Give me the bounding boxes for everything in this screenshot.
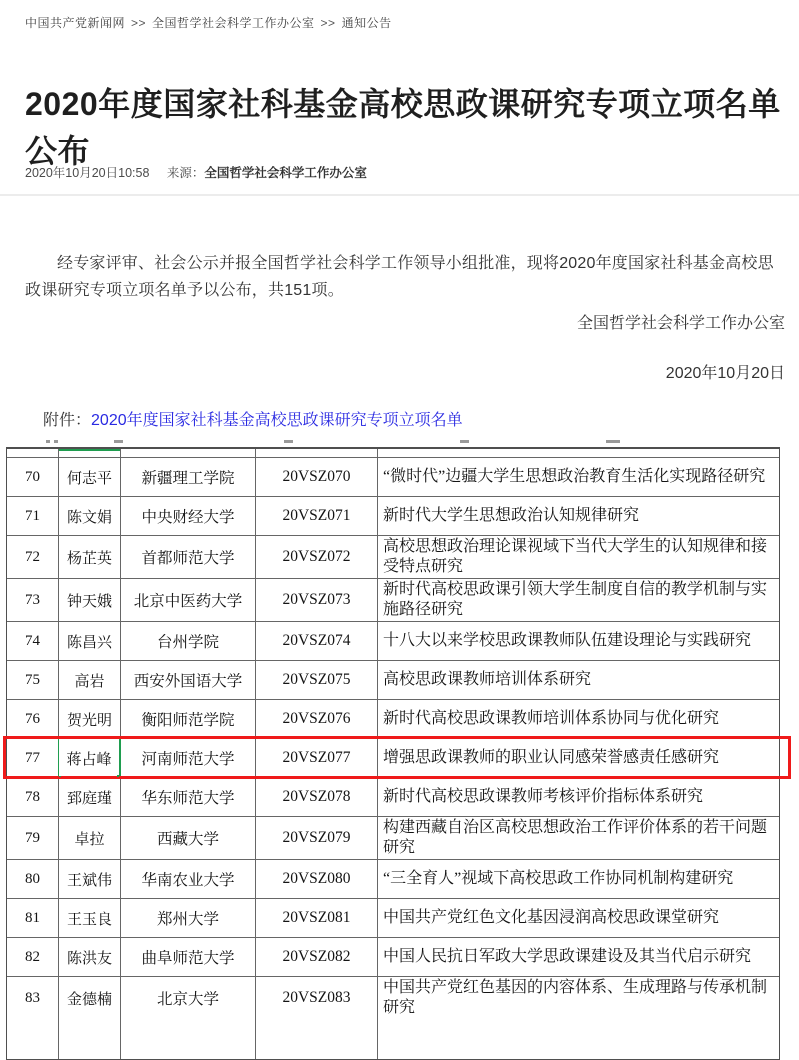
breadcrumb-link-home[interactable]: 中国共产党新闻网: [25, 16, 126, 30]
row-person-name: 蒋占峰: [58, 739, 121, 777]
table-row: [7, 938, 779, 977]
project-table: [6, 447, 780, 1060]
table-row: [7, 497, 779, 536]
row-project-title: 构建西藏自治区高校思想政治工作评价体系的若干问题研究: [383, 819, 768, 856]
row-number: 74: [7, 622, 59, 660]
row-university: 西藏大学: [121, 817, 256, 859]
row-university: 华南农业大学: [121, 860, 256, 898]
row-number: 83: [7, 977, 59, 1019]
cropped-text-remnant: [46, 440, 50, 443]
row-project-code: 20VSZ071: [256, 497, 378, 535]
table-row: [7, 860, 779, 899]
cropped-cell: [121, 1019, 256, 1059]
breadcrumb-separator: >>: [320, 16, 336, 30]
row-number: 82: [7, 938, 59, 976]
row-person-name: 陈文娟: [59, 497, 121, 535]
article-paragraph: 经专家评审、社会公示并报全国哲学社会科学工作领导小组批准，现将2020年度国家社科基金高校思政课研究专项立项名单予以公布，共151项。: [25, 255, 774, 299]
row-project-title: “三全育人”视域下高校思政工作协同机制构建研究: [383, 870, 734, 887]
table-row: [7, 817, 779, 860]
page-title: 2020年度国家社科基金高校思政课研究专项立项名单公布: [25, 86, 781, 170]
row-project-title: 新时代高校思政课教师考核评价指标体系研究: [383, 788, 704, 805]
cropped-text-remnant: [460, 440, 469, 443]
row-number: 81: [7, 899, 59, 937]
cropped-cell: [7, 449, 59, 457]
row-number: 70: [7, 458, 59, 496]
row-number: 73: [7, 579, 59, 621]
breadcrumb-link-office[interactable]: 全国哲学社会科学工作办公室: [152, 16, 315, 30]
row-university: 西安外国语大学: [121, 661, 256, 699]
row-university: 曲阜师范大学: [121, 938, 256, 976]
row-number: 76: [7, 700, 59, 738]
row-person-name: 何志平: [59, 458, 121, 496]
breadcrumb-link-notices[interactable]: 通知公告: [341, 16, 392, 30]
row-project-code: 20VSZ074: [256, 622, 378, 660]
cropped-text-remnant: [284, 440, 293, 443]
cropped-cell: [256, 1019, 378, 1059]
table-row: [7, 458, 779, 497]
row-project-title: 十八大以来学校思政课教师队伍建设理论与实践研究: [383, 632, 752, 649]
row-number: 80: [7, 860, 59, 898]
cropped-text-remnant: [54, 440, 58, 443]
breadcrumb: [25, 14, 392, 31]
row-project-title: 新时代高校思政课教师培训体系协同与优化研究: [383, 710, 720, 727]
row-person-name: 贺光明: [59, 700, 121, 738]
attachment-link[interactable]: 2020年度国家社科基金高校思政课研究专项立项名单: [91, 412, 463, 429]
row-number: 79: [7, 817, 59, 859]
cropped-cell: [378, 449, 779, 457]
cropped-cell: [378, 1019, 779, 1059]
header-divider: [0, 194, 799, 196]
row-person-name: 陈昌兴: [59, 622, 121, 660]
row-project-title: 中国人民抗日军政大学思政课建设及其当代启示研究: [383, 948, 752, 965]
attachment-line: [43, 407, 463, 430]
row-project-code: 20VSZ080: [256, 860, 378, 898]
row-project-code: 20VSZ081: [256, 899, 378, 937]
article-meta: [25, 163, 367, 181]
row-person-name: 杨芷英: [59, 536, 121, 578]
row-person-name: 郅庭瑾: [59, 778, 121, 816]
row-project-title: 中国共产党红色基因的内容体系、生成理路与传承机制研究: [383, 979, 768, 1016]
row-university: 郑州大学: [121, 899, 256, 937]
row-number: 71: [7, 497, 59, 535]
table-cropped-bottom-row: [7, 1019, 779, 1059]
row-number: 78: [7, 778, 59, 816]
signature-date: 2020年10月20日: [665, 365, 785, 382]
row-university: 华东师范大学: [121, 778, 256, 816]
row-person-name: 王斌伟: [59, 860, 121, 898]
row-project-code: 20VSZ078: [256, 778, 378, 816]
cropped-cell: [59, 1019, 121, 1059]
cropped-cell-selection-top: [59, 449, 121, 457]
row-university: 中央财经大学: [121, 497, 256, 535]
row-number: 75: [7, 661, 59, 699]
row-person-name: 王玉良: [59, 899, 121, 937]
row-university: 台州学院: [121, 622, 256, 660]
row-project-title: 中国共产党红色文化基因浸润高校思政课堂研究: [383, 909, 720, 926]
row-project-title: 高校思政课教师培训体系研究: [383, 671, 592, 688]
table-row: [7, 977, 779, 1019]
cropped-text-remnant: [606, 440, 620, 443]
row-project-title: 高校思想政治理论课视域下当代大学生的认知规律和接受特点研究: [383, 538, 768, 575]
row-project-code: 20VSZ070: [256, 458, 378, 496]
row-university: 北京大学: [121, 977, 256, 1019]
table-row: [7, 622, 779, 661]
row-person-name: 卓拉: [59, 817, 121, 859]
source-name: 全国哲学社会科学工作办公室: [204, 166, 367, 180]
table-cropped-top-row: [7, 449, 779, 458]
row-project-code: 20VSZ079: [256, 817, 378, 859]
row-project-title: 新时代高校思政课引领大学生制度自信的教学机制与实施路径研究: [383, 581, 768, 618]
table-row: [7, 536, 779, 579]
row-university: 首都师范大学: [121, 536, 256, 578]
row-project-title: “微时代”边疆大学生思想政治教育生活化实现路径研究: [383, 468, 766, 485]
row-project-code: 20VSZ075: [256, 661, 378, 699]
row-university: 衡阳师范学院: [121, 700, 256, 738]
row-person-name: 高岩: [59, 661, 121, 699]
row-number: 72: [7, 536, 59, 578]
row-project-code: 20VSZ077: [256, 739, 378, 777]
attachment-label: 附件：: [43, 412, 92, 429]
row-person-name: 钟天娥: [59, 579, 121, 621]
table-row: [7, 579, 779, 622]
row-project-code: 20VSZ076: [256, 700, 378, 738]
cropped-text-remnant: [114, 440, 123, 443]
row-project-title: 增强思政课教师的职业认同感荣誉感责任感研究: [383, 749, 720, 766]
cropped-cell: [256, 449, 378, 457]
row-project-code: 20VSZ082: [256, 938, 378, 976]
table-row: [7, 661, 779, 700]
cropped-cell: [7, 1019, 59, 1059]
source-label: 来源：: [166, 166, 205, 180]
row-project-code: 20VSZ073: [256, 579, 378, 621]
signature-office: 全国哲学社会科学工作办公室: [576, 315, 785, 332]
publish-datetime: 2020年10月20日10:58: [25, 166, 150, 180]
row-university: 河南师范大学: [121, 739, 256, 777]
table-row: [7, 739, 779, 778]
table-row: [7, 899, 779, 938]
breadcrumb-separator: >>: [131, 16, 147, 30]
row-university: 北京中医药大学: [121, 579, 256, 621]
row-person-name: 金德楠: [59, 977, 121, 1019]
table-row: [7, 778, 779, 817]
row-university: 新疆理工学院: [121, 458, 256, 496]
table-row: [7, 700, 779, 739]
row-project-title: 新时代大学生思想政治认知规律研究: [383, 507, 640, 524]
row-project-code: 20VSZ072: [256, 536, 378, 578]
cropped-cell: [121, 449, 256, 457]
row-project-code: 20VSZ083: [256, 977, 378, 1019]
row-number: 77: [7, 739, 59, 777]
row-person-name: 陈洪友: [59, 938, 121, 976]
